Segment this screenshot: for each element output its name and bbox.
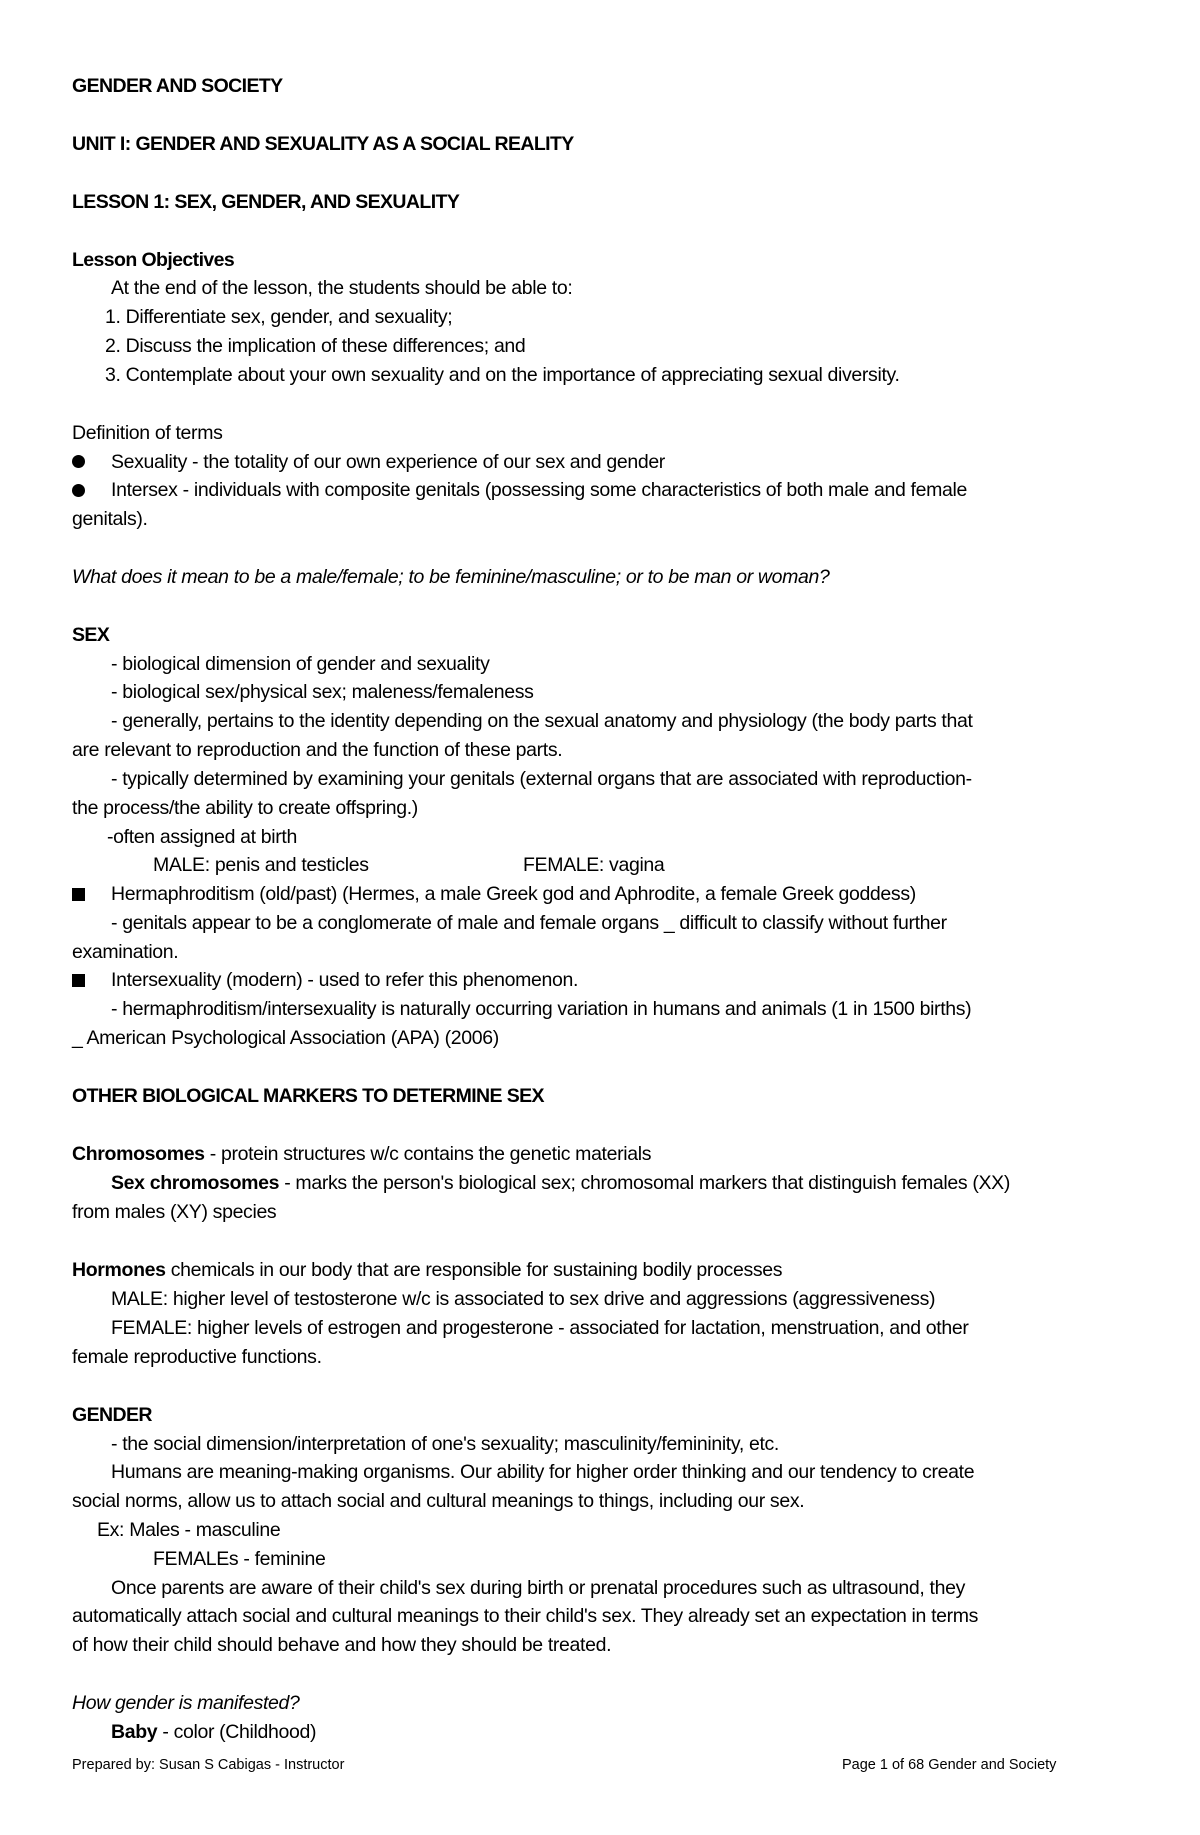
gender-paragraph-line: social norms, allow us to attach social and cultural meanings to things, including our sex.: [72, 1490, 805, 1512]
hermaphroditism-desc-cont: examination.: [72, 941, 179, 963]
sex-line: - generally, pertains to the identity depending on the sexual anatomy and physiology (the body parts that: [111, 710, 973, 732]
baby-line: [111, 1720, 316, 1744]
sex-line: the process/the ability to create offspring.): [72, 797, 418, 819]
unit-heading: UNIT I: GENDER AND SEXUALITY AS A SOCIAL REALITY: [72, 133, 574, 155]
objectives-intro: At the end of the lesson, the students should be able to:: [111, 277, 573, 299]
hormones-term: Hormones: [72, 1259, 166, 1281]
definition-intersex: Intersex - individuals with composite genitals (possessing some characteristics of both male and female: [111, 479, 967, 501]
bullet-icon: [72, 484, 85, 497]
sex-chromosomes-cont: from males (XY) species: [72, 1201, 277, 1223]
hormones-text: chemicals in our body that are responsible for sustaining bodily processes: [165, 1259, 783, 1281]
definition-intersex-cont: genitals).: [72, 508, 148, 530]
document-title: GENDER AND SOCIETY: [72, 75, 283, 97]
objective-item: 2. Discuss the implication of these differences; and: [105, 335, 526, 357]
sex-male-organs: MALE: penis and testicles: [153, 854, 369, 876]
sex-chromosomes-term: Sex chromosomes: [111, 1172, 280, 1194]
gender-example: Ex: Males - masculine: [97, 1519, 281, 1541]
gender-example: FEMALEs - feminine: [153, 1548, 326, 1570]
definition-sexuality: Sexuality - the totality of our own experience of our sex and gender: [111, 451, 665, 473]
sex-line: are relevant to reproduction and the function of these parts.: [72, 739, 563, 761]
hormones-female-cont: female reproductive functions.: [72, 1346, 322, 1368]
sex-female-organs: FEMALE: vagina: [523, 854, 665, 876]
baby-term: Baby: [111, 1721, 158, 1743]
hermaphroditism-line: Hermaphroditism (old/past) (Hermes, a male Greek god and Aphrodite, a female Greek goddess): [111, 883, 916, 905]
gender-definition: - the social dimension/interpretation of one's sexuality; masculinity/femininity, etc.: [111, 1433, 779, 1455]
objectives-heading: Lesson Objectives: [72, 249, 235, 271]
sex-line: - biological sex/physical sex; maleness/femaleness: [111, 681, 534, 703]
gender-heading: GENDER: [72, 1404, 152, 1426]
hormones-male: MALE: higher level of testosterone w/c is associated to sex drive and aggressions (aggressiveness): [111, 1288, 936, 1310]
footer-left: Prepared by: Susan S Cabigas - Instructor: [72, 1757, 345, 1773]
lesson-heading: LESSON 1: SEX, GENDER, AND SEXUALITY: [72, 191, 460, 213]
hermaphroditism-desc: - genitals appear to be a conglomerate of male and female organs _ difficult to classify without further: [111, 912, 947, 934]
markers-heading: OTHER BIOLOGICAL MARKERS TO DETERMINE SEX: [72, 1085, 544, 1107]
objective-item: 1. Differentiate sex, gender, and sexuality;: [105, 306, 453, 328]
question-text: How gender is manifested?: [72, 1692, 300, 1714]
chromosomes-line: [72, 1142, 651, 1166]
sex-line: - typically determined by examining your genitals (external organs that are associated with reproduction-: [111, 768, 972, 790]
intersexuality-desc: - hermaphroditism/intersexuality is naturally occurring variation in humans and animals (1 in 1500 births): [111, 998, 972, 1020]
intersexuality-line: Intersexuality (modern) - used to refer this phenomenon.: [111, 969, 579, 991]
baby-text: - color (Childhood): [157, 1721, 317, 1743]
sex-chromosomes-line: [111, 1171, 1010, 1195]
hormones-female: FEMALE: higher levels of estrogen and progesterone - associated for lactation, menstruation, and other: [111, 1317, 969, 1339]
bullet-icon: [72, 455, 85, 468]
chromosomes-term: Chromosomes: [72, 1143, 205, 1165]
chromosomes-text: - protein structures w/c contains the genetic materials: [204, 1143, 652, 1165]
sex-chromosomes-text: - marks the person's biological sex; chromosomal markers that distinguish females (XX): [279, 1172, 1010, 1194]
gender-paragraph-line: Humans are meaning-making organisms. Our ability for higher order thinking and our tendency to create: [111, 1461, 975, 1483]
square-bullet-icon: [72, 888, 85, 901]
square-bullet-icon: [72, 974, 85, 987]
gender-paragraph-line: Once parents are aware of their child's sex during birth or prenatal procedures such as ultrasound, they: [111, 1577, 965, 1599]
definitions-heading: Definition of terms: [72, 422, 223, 444]
sex-heading: SEX: [72, 624, 110, 646]
question-text: What does it mean to be a male/female; to be feminine/masculine; or to be man or woman?: [72, 566, 830, 588]
sex-line: - biological dimension of gender and sexuality: [111, 653, 490, 675]
gender-paragraph-line: of how their child should behave and how they should be treated.: [72, 1634, 612, 1656]
apa-reference: _ American Psychological Association (APA) (2006): [72, 1027, 499, 1049]
objective-item: 3. Contemplate about your own sexuality and on the importance of appreciating sexual diversity.: [105, 364, 900, 386]
hormones-line: [72, 1258, 782, 1282]
footer-right: Page 1 of 68 Gender and Society: [842, 1757, 1057, 1773]
sex-line: -often assigned at birth: [107, 826, 297, 848]
gender-paragraph-line: automatically attach social and cultural meanings to their child's sex. They already set an expectation in terms: [72, 1605, 979, 1627]
